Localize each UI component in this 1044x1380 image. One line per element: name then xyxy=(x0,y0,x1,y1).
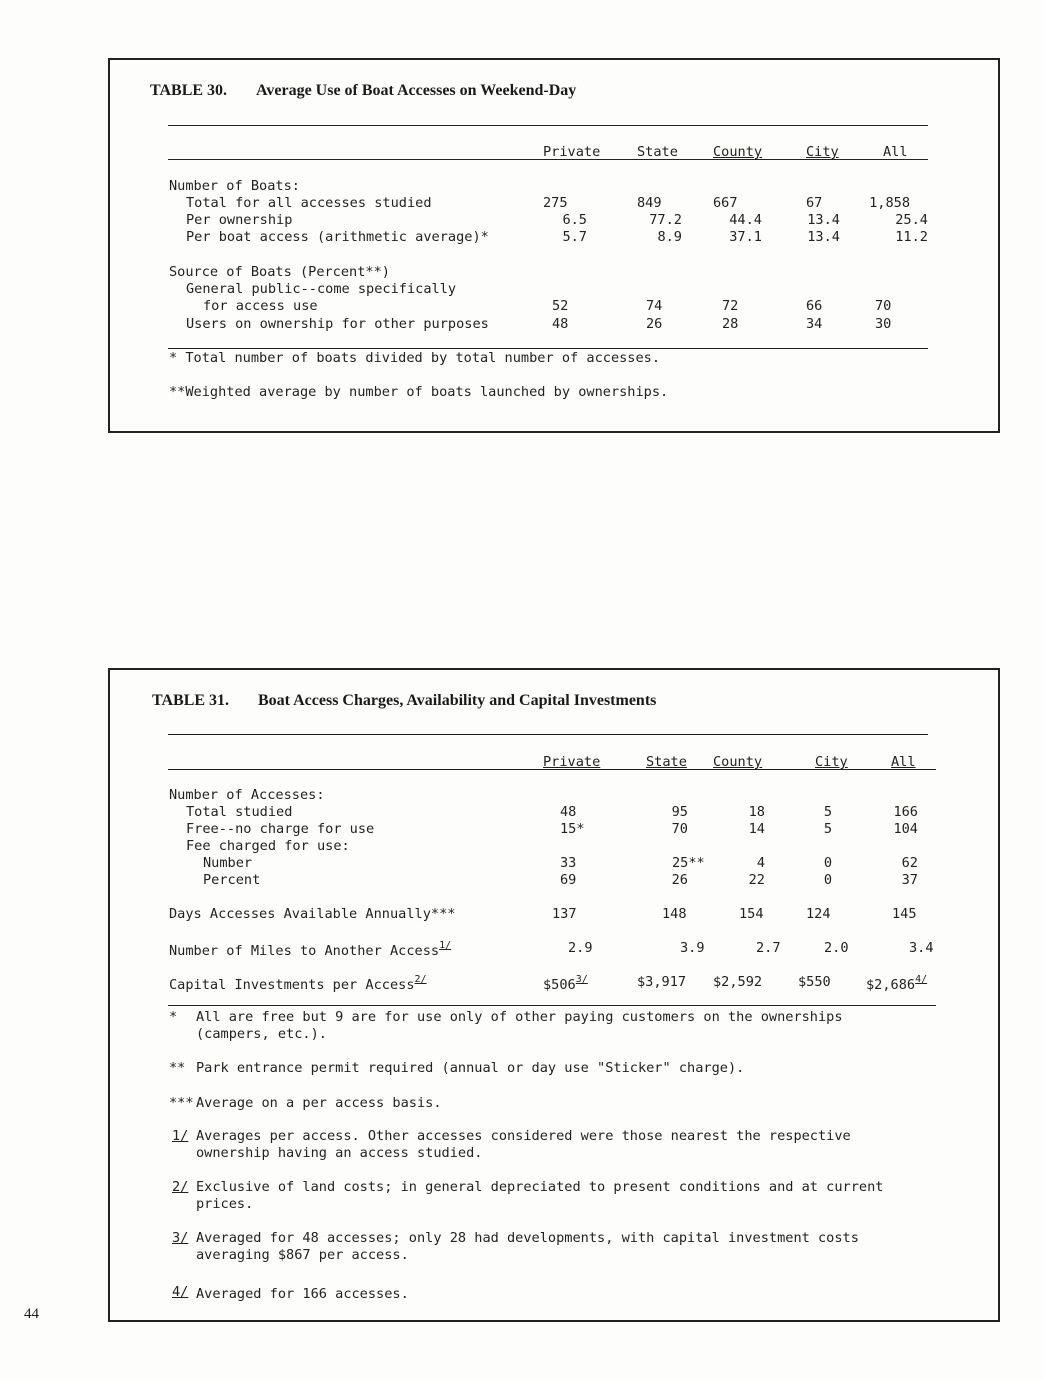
cell: 48 xyxy=(560,804,577,820)
cell: 69 xyxy=(560,872,577,888)
cell: 275 xyxy=(543,195,568,211)
footnote-ref: 2/ xyxy=(414,974,427,985)
cell: 104 xyxy=(893,821,918,837)
footnote-text: Averaged for 48 accesses; only 28 had developments, with capital investment costs xyxy=(196,1230,859,1246)
cell: 4 xyxy=(756,855,765,871)
footnote-text: Park entrance permit required (annual or day use "Sticker" charge). xyxy=(196,1060,745,1076)
cell: $3,917 xyxy=(637,974,687,990)
table-name: Boat Access Charges, Availability and Capital Investments xyxy=(258,692,657,709)
cell: 145 xyxy=(892,906,917,922)
cell: 137 xyxy=(552,906,577,922)
footnote-text: Average on a per access basis. xyxy=(196,1095,442,1111)
cell: 74 xyxy=(646,298,663,314)
cell: 3.4 xyxy=(909,940,934,956)
cell: 15* xyxy=(560,821,585,837)
label-text: Capital Investments per Access xyxy=(169,977,415,993)
cell: 2.0 xyxy=(824,940,849,956)
cell: 5 xyxy=(823,821,832,837)
cell: 11.2 xyxy=(895,229,928,245)
rule xyxy=(168,769,936,770)
cell xyxy=(543,974,588,993)
cell: 26 xyxy=(646,316,663,332)
cell: 33 xyxy=(560,855,577,871)
footnote-text: (campers, etc.). xyxy=(196,1026,327,1042)
column-header-private: Private xyxy=(543,754,601,770)
row-label: for access use xyxy=(203,298,318,314)
row-label: Number xyxy=(203,855,253,871)
column-header-private: Private xyxy=(543,144,601,160)
footnote-mark: 4/ xyxy=(172,1284,189,1300)
cell: 13.4 xyxy=(807,212,840,228)
cell: 95 xyxy=(671,804,688,820)
cell: 37 xyxy=(901,872,918,888)
row-label: Days Accesses Available Annually*** xyxy=(169,906,456,922)
column-header-city: City xyxy=(815,754,848,770)
footnote-text: prices. xyxy=(196,1196,254,1212)
cell: 8.9 xyxy=(657,229,682,245)
page-number: 44 xyxy=(24,1306,39,1322)
cell: 5.7 xyxy=(562,229,587,245)
column-header-county: County xyxy=(713,144,763,160)
cell: 2.9 xyxy=(568,940,593,956)
footnote-text: averaging $867 per access. xyxy=(196,1247,409,1263)
cell: 124 xyxy=(806,906,831,922)
cell: 667 xyxy=(713,195,738,211)
rule xyxy=(168,1005,936,1006)
table-number: TABLE 31. xyxy=(152,692,230,709)
footnote-mark: *** xyxy=(169,1095,194,1111)
cell: 22 xyxy=(748,872,765,888)
cell: 67 xyxy=(806,195,823,211)
row-label: Per boat access (arithmetic average)* xyxy=(186,229,489,245)
rule xyxy=(168,125,928,126)
rule xyxy=(168,159,928,160)
table-number: TABLE 30. xyxy=(150,82,228,99)
cell: 0 xyxy=(823,872,832,888)
label-text: Number of Miles to Another Access xyxy=(169,943,440,959)
row-label: Fee charged for use: xyxy=(186,838,350,854)
section-heading: Number of Accesses: xyxy=(169,787,325,803)
cell: 30 xyxy=(875,316,892,332)
cell: 72 xyxy=(722,298,739,314)
column-header-city: City xyxy=(806,144,839,160)
table-30-title xyxy=(150,82,576,100)
cell-value: $2,686 xyxy=(866,977,916,993)
cell: 28 xyxy=(722,316,739,332)
footnote-text: Averaged for 166 accesses. xyxy=(196,1286,409,1302)
cell: 148 xyxy=(662,906,687,922)
cell: 44.4 xyxy=(729,212,762,228)
cell: 70 xyxy=(671,821,688,837)
footnote-ref: 1/ xyxy=(439,940,452,951)
cell: 66 xyxy=(806,298,823,314)
footnote: **Weighted average by number of boats launched by ownerships. xyxy=(169,384,669,400)
cell: 166 xyxy=(893,804,918,820)
row-label xyxy=(169,940,451,959)
cell: 3.9 xyxy=(680,940,705,956)
rule xyxy=(168,348,928,349)
column-header-county: County xyxy=(713,754,763,770)
column-header-all: All xyxy=(883,144,908,160)
row-label: Users on ownership for other purposes xyxy=(186,316,489,332)
cell: 52 xyxy=(552,298,569,314)
footnote-mark: 2/ xyxy=(172,1179,189,1195)
cell-value: $506 xyxy=(543,977,576,993)
cell: 70 xyxy=(875,298,892,314)
cell: 154 xyxy=(739,906,764,922)
footnote-ref: 4/ xyxy=(915,974,928,985)
footnote-text: Averages per access. Other accesses considered were those nearest the respective xyxy=(196,1128,851,1144)
column-header-state: State xyxy=(646,754,687,770)
table-name: Average Use of Boat Accesses on Weekend-Day xyxy=(256,82,577,99)
cell: 14 xyxy=(748,821,765,837)
cell: 34 xyxy=(806,316,823,332)
footnote-mark: 1/ xyxy=(172,1128,189,1144)
cell: 13.4 xyxy=(807,229,840,245)
cell: 5 xyxy=(823,804,832,820)
cell: $550 xyxy=(798,974,831,990)
row-label: Per ownership xyxy=(186,212,293,228)
cell: 1,858 xyxy=(869,195,910,211)
cell: 2.7 xyxy=(756,940,781,956)
table-30-frame xyxy=(108,58,1000,433)
cell: 48 xyxy=(552,316,569,332)
table-31-title xyxy=(152,692,656,710)
cell: 25.4 xyxy=(895,212,928,228)
footnote-text: Exclusive of land costs; in general depreciated to present conditions and at current xyxy=(196,1179,884,1195)
row-label: Free--no charge for use xyxy=(186,821,375,837)
cell: 37.1 xyxy=(729,229,762,245)
footnote-text: ownership having an access studied. xyxy=(196,1145,483,1161)
footnote-mark: 3/ xyxy=(172,1230,189,1246)
column-header-state: State xyxy=(637,144,678,160)
row-label: Total for all accesses studied xyxy=(186,195,432,211)
row-label xyxy=(169,974,427,993)
cell: $2,592 xyxy=(713,974,763,990)
footnote: * Total number of boats divided by total number of accesses. xyxy=(169,350,661,366)
cell: 0 xyxy=(823,855,832,871)
cell: 25** xyxy=(672,855,705,871)
footnote-mark: * xyxy=(169,1009,178,1025)
cell: 62 xyxy=(901,855,918,871)
cell xyxy=(866,974,927,993)
row-label: General public--come specifically xyxy=(186,281,457,297)
row-label: Percent xyxy=(203,872,261,888)
column-header-all: All xyxy=(891,754,916,770)
cell: 77.2 xyxy=(649,212,682,228)
cell: 18 xyxy=(748,804,765,820)
section-heading: Number of Boats: xyxy=(169,178,300,194)
cell: 849 xyxy=(637,195,662,211)
rule xyxy=(168,734,928,735)
section-heading: Source of Boats (Percent**) xyxy=(169,264,390,280)
footnote-text: All are free but 9 are for use only of other paying customers on the ownerships xyxy=(196,1009,843,1025)
footnote-ref: 3/ xyxy=(575,974,588,985)
row-label: Total studied xyxy=(186,804,293,820)
footnote-mark: ** xyxy=(169,1060,186,1076)
cell: 6.5 xyxy=(562,212,587,228)
cell: 26 xyxy=(671,872,688,888)
